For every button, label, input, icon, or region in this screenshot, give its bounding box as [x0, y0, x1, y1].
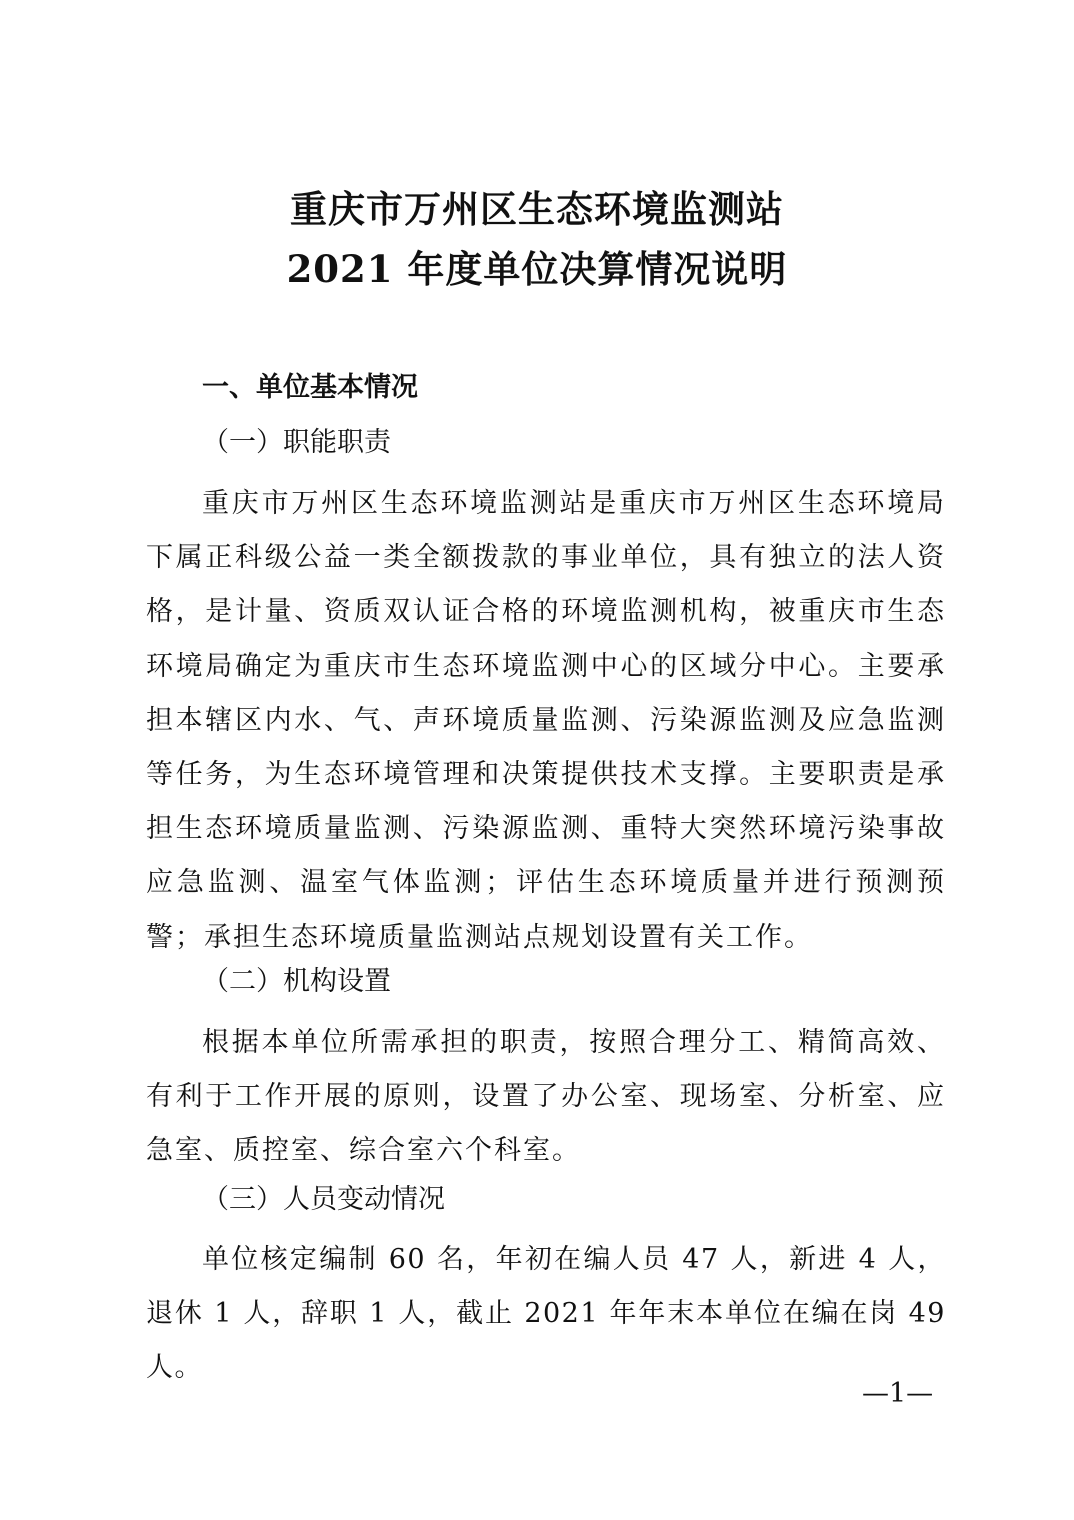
document-title-line-1: 重庆市万州区生态环境监测站	[290, 187, 784, 231]
staff-changes-paragraph: 单位核定编制 60 名，年初在编人员 47 人，新进 4 人，退休 1 人，辞职 1 人，截止 2021 年年末本单位在编在岗 49 人。	[146, 1244, 946, 1384]
subsection-heading-organization: （二）机构设置	[202, 966, 391, 997]
page-number: —1—	[862, 1378, 934, 1409]
subsection-heading-staff-changes: （三）人员变动情况	[202, 1184, 445, 1215]
document-title-line-2: 2021 年度单位决算情况说明	[286, 247, 788, 291]
section-heading-basic-info: 一、单位基本情况	[202, 372, 418, 403]
duties-paragraph: 重庆市万州区生态环境监测站是重庆市万州区生态环境局下属正科级公益一类全额拨款的事业单位，具有独立的法人资格，是计量、资质双认证合格的环境监测机构，被重庆市生态环境局确定为重庆市生态环境监测中心的区域分中心。主要承担本辖区内水、气、声环境质量监测、污染源监测及应急监测等任务，为生态环境管理和决策提供技术支撑。主要职责是承担生态环境质量监测、污染源监测、重特大突然环境污染事故应急监测、温室气体监测；评估生态环境质量并进行预测预警；承担生态环境质量监测站点规划设置有关工作。	[146, 488, 946, 953]
organization-paragraph: 根据本单位所需承担的职责，按照合理分工、精简高效、有利于工作开展的原则，设置了办公室、现场室、分析室、应急室、质控室、综合室六个科室。	[146, 1027, 946, 1167]
subsection-heading-duties: （一）职能职责	[202, 427, 391, 458]
